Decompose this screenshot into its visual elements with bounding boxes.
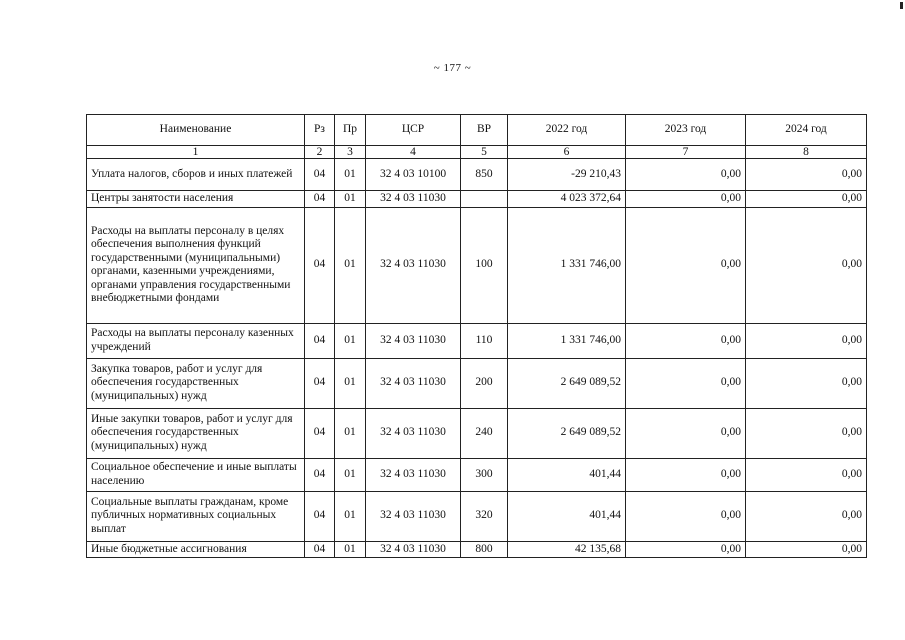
row-2023: 0,00 [626,323,746,358]
header-2022: 2022 год [508,115,626,146]
row-vr: 850 [461,159,508,191]
budget-table [86,114,867,558]
row-name: Центры занятости населения [87,191,305,208]
row-2023: 0,00 [626,408,746,458]
column-number: 2 [305,146,335,159]
row-2024: 0,00 [746,358,867,408]
row-csr: 32 4 03 10100 [366,159,461,191]
row-name: Расходы на выплаты персоналу казенных учреждений [87,323,305,358]
row-pr: 01 [335,323,366,358]
row-pr: 01 [335,207,366,323]
row-2023: 0,00 [626,159,746,191]
header-2023: 2023 год [626,115,746,146]
row-2024: 0,00 [746,408,867,458]
row-2024: 0,00 [746,207,867,323]
row-vr: 240 [461,408,508,458]
row-2022: -29 210,43 [508,159,626,191]
row-2022: 401,44 [508,491,626,541]
row-name: Расходы на выплаты персоналу в целях обеспечения выполнения функций государственными (муниципальными) органами, казенными учреждениями, органами управления государственными внебюджетными фондами [87,207,305,323]
row-2023: 0,00 [626,191,746,208]
row-2024: 0,00 [746,541,867,558]
table-row [87,491,867,541]
row-2022: 401,44 [508,458,626,491]
header-name: Наименование [87,115,305,146]
page-number: ~ 177 ~ [433,62,472,74]
column-number: 5 [461,146,508,159]
row-csr: 32 4 03 11030 [366,323,461,358]
row-2022: 2 649 089,52 [508,408,626,458]
row-pr: 01 [335,358,366,408]
row-pr: 01 [335,541,366,558]
row-rz: 04 [305,541,335,558]
row-name: Иные бюджетные ассигнования [87,541,305,558]
table-row [87,458,867,491]
header-2024: 2024 год [746,115,867,146]
table-row [87,191,867,208]
row-2024: 0,00 [746,458,867,491]
row-pr: 01 [335,458,366,491]
row-name: Социальное обеспечение и иные выплаты населению [87,458,305,491]
column-number: 4 [366,146,461,159]
row-pr: 01 [335,159,366,191]
row-csr: 32 4 03 11030 [366,358,461,408]
table-row [87,541,867,558]
row-vr: 300 [461,458,508,491]
row-2022: 4 023 372,64 [508,191,626,208]
row-vr: 200 [461,358,508,408]
row-2023: 0,00 [626,458,746,491]
row-csr: 32 4 03 11030 [366,491,461,541]
row-name: Уплата налогов, сборов и иных платежей [87,159,305,191]
table-row [87,207,867,323]
row-pr: 01 [335,491,366,541]
row-2022: 2 649 089,52 [508,358,626,408]
row-csr: 32 4 03 11030 [366,191,461,208]
row-2023: 0,00 [626,358,746,408]
row-vr: 110 [461,323,508,358]
row-2024: 0,00 [746,191,867,208]
row-2023: 0,00 [626,207,746,323]
column-number: 3 [335,146,366,159]
row-csr: 32 4 03 11030 [366,541,461,558]
column-number: 6 [508,146,626,159]
header-csr: ЦСР [366,115,461,146]
row-2022: 1 331 746,00 [508,207,626,323]
row-rz: 04 [305,358,335,408]
table-header-row [87,115,867,146]
row-name: Социальные выплаты гражданам, кроме публичных нормативных социальных выплат [87,491,305,541]
row-rz: 04 [305,323,335,358]
column-number: 7 [626,146,746,159]
row-csr: 32 4 03 11030 [366,408,461,458]
row-rz: 04 [305,408,335,458]
scan-mark [900,2,903,9]
table-row [87,323,867,358]
row-rz: 04 [305,491,335,541]
row-2023: 0,00 [626,541,746,558]
table-row [87,358,867,408]
row-rz: 04 [305,458,335,491]
row-name: Закупка товаров, работ и услуг для обеспечения государственных (муниципальных) нужд [87,358,305,408]
row-2022: 42 135,68 [508,541,626,558]
row-vr: 800 [461,541,508,558]
row-name: Иные закупки товаров, работ и услуг для обеспечения государственных (муниципальных) нужд [87,408,305,458]
row-pr: 01 [335,408,366,458]
table-row [87,408,867,458]
table-row [87,159,867,191]
row-2024: 0,00 [746,491,867,541]
row-2024: 0,00 [746,323,867,358]
row-csr: 32 4 03 11030 [366,458,461,491]
row-rz: 04 [305,207,335,323]
column-number: 1 [87,146,305,159]
column-number-row [87,146,867,159]
row-vr: 320 [461,491,508,541]
row-rz: 04 [305,191,335,208]
row-vr [461,191,508,208]
row-pr: 01 [335,191,366,208]
column-number: 8 [746,146,867,159]
header-pr: Пр [335,115,366,146]
header-vr: ВР [461,115,508,146]
row-vr: 100 [461,207,508,323]
header-rz: Рз [305,115,335,146]
row-2024: 0,00 [746,159,867,191]
row-2022: 1 331 746,00 [508,323,626,358]
row-2023: 0,00 [626,491,746,541]
row-csr: 32 4 03 11030 [366,207,461,323]
row-rz: 04 [305,159,335,191]
